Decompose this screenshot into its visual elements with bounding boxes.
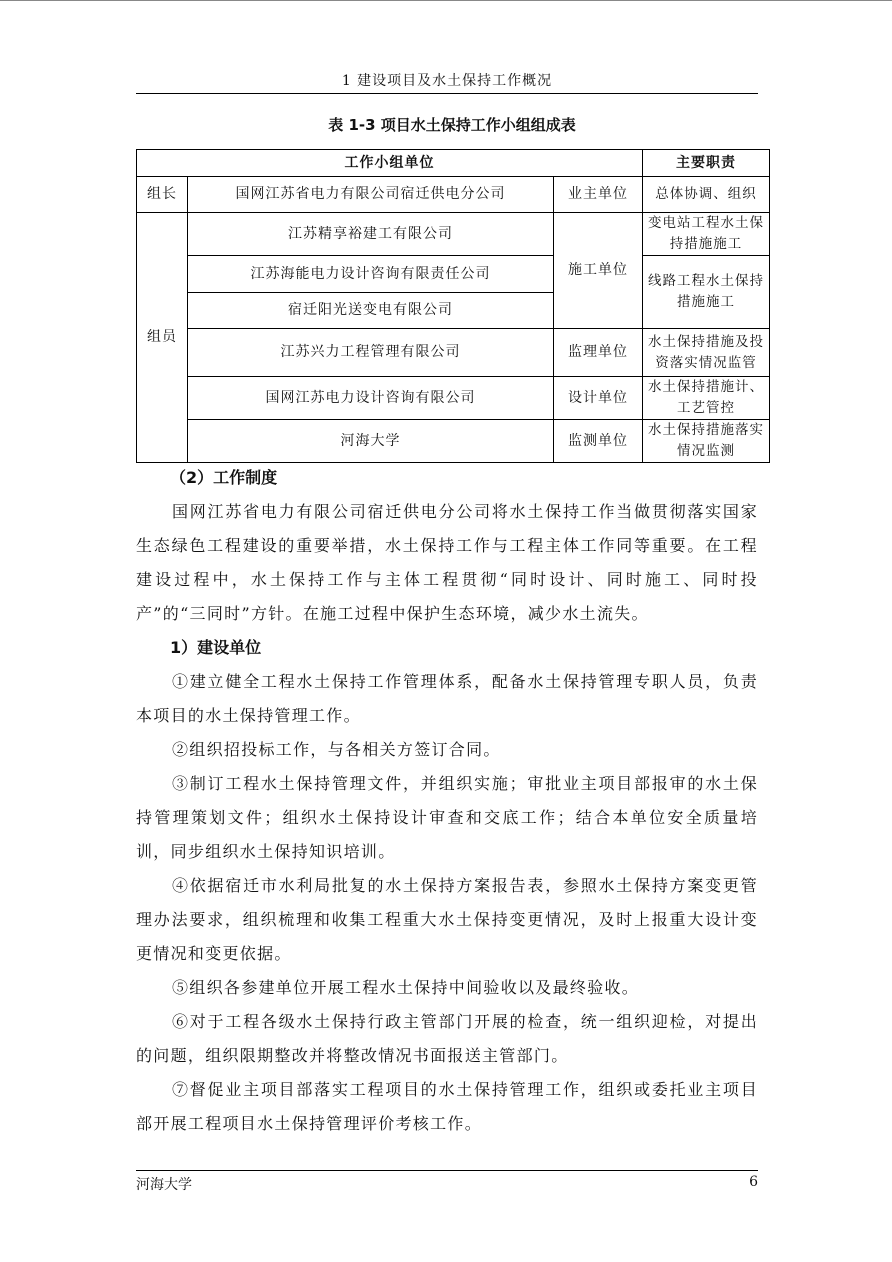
list-item: ④依据宿迁市水利局批复的水土保持方案报告表，参照水土保持方案变更管理办法要求，组织梳理和收集工程重大水土保持变更情况，及时上报重大设计变更情况和变更依据。	[136, 876, 758, 963]
member-type: 施工单位	[554, 213, 643, 329]
page-number: 6	[749, 1174, 758, 1190]
member-duty: 水土保持措施落实情况监测	[643, 420, 770, 463]
work-group-table	[136, 149, 770, 463]
member-duty: 线路工程水土保持措施施工	[643, 256, 770, 329]
header-unit: 工作小组单位	[137, 150, 643, 177]
running-header: 1 建设项目及水土保持工作概况	[341, 73, 553, 89]
member-org: 宿迁阳光送变电有限公司	[188, 293, 554, 329]
table-row	[137, 377, 770, 420]
table-row-leader	[137, 177, 770, 213]
leader-org: 国网江苏省电力有限公司宿迁供电分公司	[188, 177, 554, 213]
member-org: 江苏兴力工程管理有限公司	[188, 329, 554, 377]
list-item: ⑤组织各参建单位开展工程水土保持中间验收以及最终验收。	[172, 978, 640, 997]
list-item: ⑥对于工程各级水土保持行政主管部门开展的检查，统一组织迎检，对提出的问题，组织限期整改并将整改情况书面报送主管部门。	[136, 1012, 758, 1065]
member-duty: 变电站工程水土保持措施施工	[643, 213, 770, 256]
member-org: 国网江苏电力设计咨询有限公司	[188, 377, 554, 420]
member-duty: 水土保持措施及投资落实情况监管	[643, 329, 770, 377]
table-header-row	[137, 150, 770, 177]
table-row	[137, 420, 770, 463]
member-type: 监理单位	[554, 329, 643, 377]
table-row	[137, 329, 770, 377]
leader-type: 业主单位	[554, 177, 643, 213]
member-org: 江苏海能电力设计咨询有限责任公司	[188, 256, 554, 293]
member-org: 河海大学	[188, 420, 554, 463]
header-duty: 主要职责	[643, 150, 770, 177]
leader-duty: 总体协调、组织	[643, 177, 770, 213]
page-top-border	[0, 0, 892, 1]
section-heading: （2）工作制度	[170, 468, 278, 487]
header-rule	[136, 93, 758, 94]
body-content	[136, 461, 758, 1141]
table-row	[137, 256, 770, 293]
subsection-heading: 1）建设单位	[170, 638, 262, 657]
member-org: 江苏精享裕建工有限公司	[188, 213, 554, 256]
list-item: ⑦督促业主项目部落实工程项目的水土保持管理工作，组织或委托业主项目部开展工程项目水土保持管理评价考核工作。	[136, 1080, 758, 1133]
list-item: ①建立健全工程水土保持工作管理体系，配备水土保持管理专职人员，负责本项目的水土保持管理工作。	[136, 672, 758, 725]
member-type: 设计单位	[554, 377, 643, 420]
footer-rule	[136, 1170, 758, 1171]
table-row	[137, 213, 770, 256]
member-role: 组员	[137, 213, 188, 463]
leader-role: 组长	[137, 177, 188, 213]
list-item: ②组织招投标工作，与各相关方签订合同。	[172, 740, 501, 759]
footer-institution: 河海大学	[136, 1177, 192, 1193]
member-duty: 水土保持措施计、工艺管控	[643, 377, 770, 420]
list-item: ③制订工程水土保持管理文件，并组织实施；审批业主项目部报审的水土保持管理策划文件；组织水土保持设计审查和交底工作；结合本单位安全质量培训，同步组织水土保持知识培训。	[136, 774, 758, 861]
member-type: 监测单位	[554, 420, 643, 463]
table-caption: 表 1-3 项目水土保持工作小组组成表	[328, 116, 576, 134]
section-paragraph: 国网江苏省电力有限公司宿迁供电分公司将水土保持工作当做贯彻落实国家生态绿色工程建设的重要举措，水土保持工作与工程主体工作同等重要。在工程建设过程中，水土保持工作与主体工程贯彻“同时设计、同时施工、同时投产”的“三同时”方针。在施工过程中保护生态环境，减少水土流失。	[136, 502, 758, 623]
